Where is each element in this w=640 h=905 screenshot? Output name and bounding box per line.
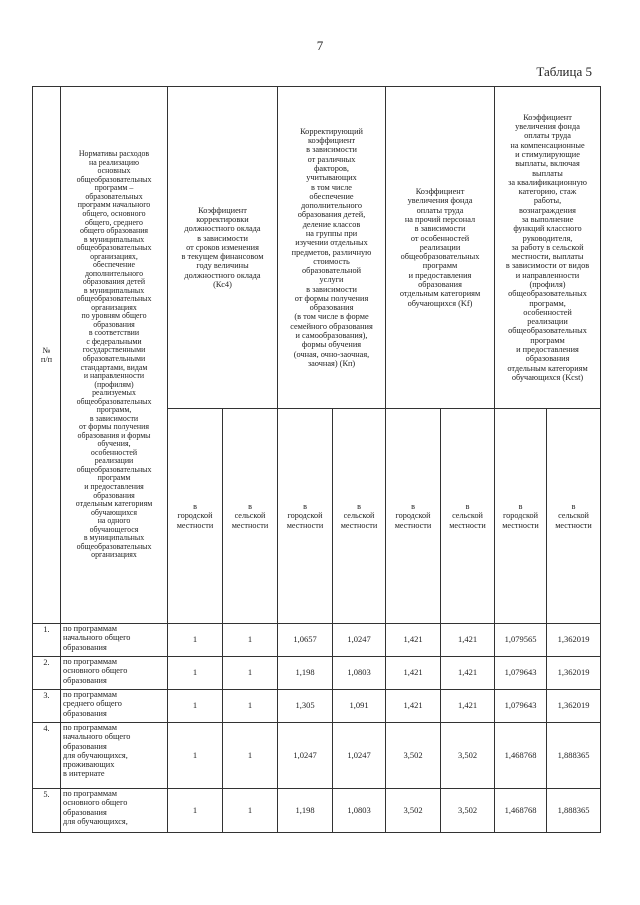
header-kp-label: Корректирующий коэффициент в зависимости от различных факторов, учитывающих в том числе обеспечение дополнительного образования детей, деление классов на группы при изучении отдельных предметов, различную стоимость образовательной услуги в зависимости от формы получения образования (в том числе в форме семейного образования и самообразования), формы обучения (очная, очно-заочная, заочная) (Кп)	[290, 126, 373, 368]
header-kc4	[168, 87, 278, 409]
kcst-urban-cell: 1,468768	[495, 789, 547, 833]
kp-rural-cell: 1,091	[333, 690, 386, 723]
kf-urban-cell: 3,502	[386, 723, 441, 789]
table-row	[33, 690, 601, 723]
row-name: по программам начального общего образования	[61, 624, 168, 657]
subheader-urban	[168, 409, 223, 624]
header-num-label: № п/п	[40, 345, 53, 364]
kf-rural-cell: 1,421	[441, 657, 495, 690]
row-number: 2.	[33, 657, 61, 690]
row-number: 5.	[33, 789, 61, 833]
kcst-urban-cell: 1,079643	[495, 657, 547, 690]
subheader-urban-label: в городской местности	[394, 502, 432, 530]
subheader-urban-label: в городской местности	[286, 502, 324, 530]
kcst-urban-cell: 1,079565	[495, 624, 547, 657]
kp-rural-cell: 1,0803	[333, 789, 386, 833]
subheader-rural-label: в сельской местности	[555, 502, 592, 530]
subheader-urban	[386, 409, 441, 624]
table-row	[33, 657, 601, 690]
kf-rural-cell: 1,421	[441, 624, 495, 657]
kc4-urban-cell: 1	[168, 657, 223, 690]
row-number: 1.	[33, 624, 61, 657]
kp-rural-cell: 1,0247	[333, 624, 386, 657]
row-number: 3.	[33, 690, 61, 723]
header-kp	[278, 87, 386, 409]
header-kcst-label: Коэффициент увеличения фонда оплаты труда на компенсационные и стимулирующие выплаты, включая выплаты за квалификационную категорию, стаж работы, вознаграждения за выполнение функций классного руководителя, за работу в сельской местности, выплаты в зависимости от видов и направленности (профиля) общеобразовательных программ, особенностей реализации общеобразовательных программ и предоставления образования отдельным категориям обучающихся (Kcst)	[505, 112, 590, 382]
kf-rural-cell: 3,502	[441, 789, 495, 833]
page-number: 7	[316, 38, 324, 53]
kcst-rural-cell: 1,362019	[547, 690, 601, 723]
subheader-urban	[495, 409, 547, 624]
kcst-rural-cell: 1,362019	[547, 657, 601, 690]
kp-rural-cell: 1,0803	[333, 657, 386, 690]
subheader-rural	[547, 409, 601, 624]
header-num	[33, 87, 61, 624]
subheader-rural	[333, 409, 386, 624]
kcst-rural-cell: 1,888365	[547, 789, 601, 833]
kc4-rural-cell: 1	[223, 789, 278, 833]
header-row	[33, 87, 601, 409]
kc4-rural-cell: 1	[223, 690, 278, 723]
kc4-urban-cell: 1	[168, 690, 223, 723]
kp-rural-cell: 1,0247	[333, 723, 386, 789]
kc4-urban-cell: 1	[168, 789, 223, 833]
subheader-urban-label: в городской местности	[176, 502, 214, 530]
kp-urban-cell: 1,198	[278, 657, 333, 690]
kcst-rural-cell: 1,362019	[547, 624, 601, 657]
table-row	[33, 624, 601, 657]
header-kf	[386, 87, 495, 409]
row-name: по программам среднего общего образования	[61, 690, 168, 723]
table-row	[33, 723, 601, 789]
subheader-rural	[441, 409, 495, 624]
subheader-rural-label: в сельской местности	[231, 502, 269, 530]
kf-urban-cell: 1,421	[386, 624, 441, 657]
row-name: по программам основного общего образования	[61, 657, 168, 690]
kp-urban-cell: 1,0657	[278, 624, 333, 657]
header-norm	[61, 87, 168, 624]
kf-urban-cell: 1,421	[386, 657, 441, 690]
kc4-rural-cell: 1	[223, 624, 278, 657]
subheader-rural-label: в сельской местности	[449, 502, 486, 530]
row-number: 4.	[33, 723, 61, 789]
subheader-rural-label: в сельской местности	[340, 502, 378, 530]
kp-urban-cell: 1,0247	[278, 723, 333, 789]
kc4-urban-cell: 1	[168, 624, 223, 657]
header-kcst	[495, 87, 601, 409]
table-caption: Таблица 5	[536, 64, 592, 79]
row-name: по программам начального общего образования для обучающихся, проживающих в интернате	[61, 723, 168, 789]
kf-urban-cell: 3,502	[386, 789, 441, 833]
kf-urban-cell: 1,421	[386, 690, 441, 723]
kf-rural-cell: 1,421	[441, 690, 495, 723]
row-name: по программам основного общего образования для обучающихся,	[61, 789, 168, 833]
kp-urban-cell: 1,305	[278, 690, 333, 723]
kp-urban-cell: 1,198	[278, 789, 333, 833]
subheader-urban-label: в городской местности	[502, 502, 539, 530]
kf-rural-cell: 3,502	[441, 723, 495, 789]
header-kf-label: Коэффициент увеличения фонда оплаты труда на прочий персонал в зависимости от особенностей реализации общеобразовательных программ и предоставления образования отдельным категориям обучающихся (Kf)	[399, 187, 481, 308]
table-row	[33, 789, 601, 833]
header-kc4-label: Коэффициент корректировки должностного оклада в зависимости от сроков изменения в текущем финансовом году величины должностного оклада (Кс4)	[181, 205, 264, 289]
subheader-urban	[278, 409, 333, 624]
kcst-urban-cell: 1,468768	[495, 723, 547, 789]
kc4-rural-cell: 1	[223, 657, 278, 690]
coefficients-table	[32, 86, 601, 833]
kcst-urban-cell: 1,079643	[495, 690, 547, 723]
subheader-rural	[223, 409, 278, 624]
kcst-rural-cell: 1,888365	[547, 723, 601, 789]
kc4-rural-cell: 1	[223, 723, 278, 789]
kc4-urban-cell: 1	[168, 723, 223, 789]
header-norm-label: Нормативы расходов на реализацию основных общеобразовательных программ – образовательных программ начального общего, основного общего, среднего общего образования в муниципальных общеобразовательных организациях, обеспечение дополнительного образования детей в муниципальных общеобразовательных организациях по уровням общего образования в соответствии с федеральными государственными образовательными стандартами, видам и направленности (профилям) реализуемых общеобразовательных программ, в зависимости от формы получения образования и формы обучения, особенностей реализации общеобразовательных программ и предоставления образования отдельным категориям обучающихся на одного обучающегося в муниципальных общеобразовательных организациях	[75, 149, 153, 560]
